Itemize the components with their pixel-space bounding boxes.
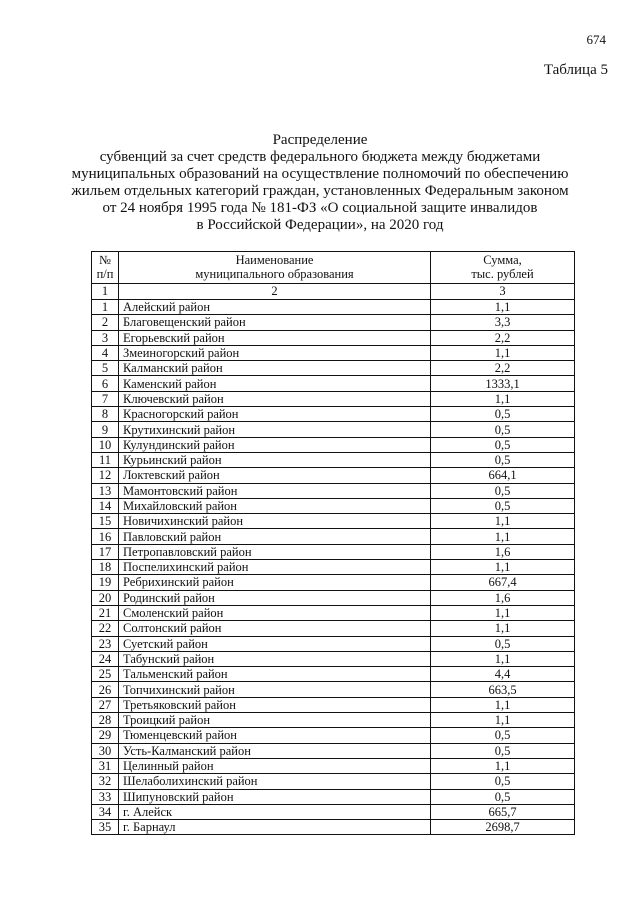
table-row bbox=[92, 498, 575, 513]
row-sum: 0,5 bbox=[431, 728, 575, 743]
row-name: Красногорский район bbox=[119, 407, 431, 422]
row-sum: 0,5 bbox=[431, 407, 575, 422]
distribution-table bbox=[91, 251, 575, 835]
column-number-row bbox=[92, 284, 575, 300]
row-sum: 1,1 bbox=[431, 529, 575, 544]
row-name: Калманский район bbox=[119, 361, 431, 376]
column-number: 2 bbox=[119, 284, 431, 300]
table-label: Таблица 5 bbox=[543, 62, 608, 78]
table-row bbox=[92, 820, 575, 835]
row-sum: 665,7 bbox=[431, 804, 575, 819]
row-name: Михайловский район bbox=[119, 498, 431, 513]
header-name-line1: Наименование bbox=[235, 253, 314, 267]
row-number: 23 bbox=[92, 636, 119, 651]
table-row bbox=[92, 590, 575, 605]
row-number: 31 bbox=[92, 758, 119, 773]
row-number: 9 bbox=[92, 422, 119, 437]
row-sum: 0,5 bbox=[431, 789, 575, 804]
table-body bbox=[92, 300, 575, 835]
row-name: Шелаболихинский район bbox=[119, 774, 431, 789]
table-row bbox=[92, 774, 575, 789]
row-sum: 2,2 bbox=[431, 361, 575, 376]
row-sum: 1,1 bbox=[431, 560, 575, 575]
row-name: Усть-Калманский район bbox=[119, 743, 431, 758]
row-number: 1 bbox=[92, 300, 119, 315]
row-sum: 0,5 bbox=[431, 422, 575, 437]
row-sum: 0,5 bbox=[431, 774, 575, 789]
table-row bbox=[92, 483, 575, 498]
table-row bbox=[92, 407, 575, 422]
row-name: Кулундинский район bbox=[119, 437, 431, 452]
table-row bbox=[92, 514, 575, 529]
table-row bbox=[92, 376, 575, 391]
row-name: Мамонтовский район bbox=[119, 483, 431, 498]
row-number: 35 bbox=[92, 820, 119, 835]
row-sum: 0,5 bbox=[431, 452, 575, 467]
header-sum bbox=[431, 252, 575, 284]
row-sum: 664,1 bbox=[431, 468, 575, 483]
row-sum: 1,1 bbox=[431, 514, 575, 529]
row-number: 17 bbox=[92, 544, 119, 559]
table-row bbox=[92, 667, 575, 682]
table-row bbox=[92, 391, 575, 406]
row-sum: 1,1 bbox=[431, 345, 575, 360]
row-number: 15 bbox=[92, 514, 119, 529]
document-title bbox=[60, 132, 580, 234]
row-name: Курьинский район bbox=[119, 452, 431, 467]
title-line: жильем отдельных категорий граждан, установленных Федеральным законом bbox=[71, 183, 569, 199]
row-number: 3 bbox=[92, 330, 119, 345]
table-row bbox=[92, 437, 575, 452]
row-sum: 1,1 bbox=[431, 713, 575, 728]
table-header-row bbox=[92, 252, 575, 284]
table-row bbox=[92, 651, 575, 666]
row-sum: 1,1 bbox=[431, 605, 575, 620]
row-number: 18 bbox=[92, 560, 119, 575]
row-number: 19 bbox=[92, 575, 119, 590]
column-number: 1 bbox=[92, 284, 119, 300]
table-row bbox=[92, 682, 575, 697]
row-name: Солтонский район bbox=[119, 621, 431, 636]
table-row bbox=[92, 713, 575, 728]
row-number: 8 bbox=[92, 407, 119, 422]
row-name: Павловский район bbox=[119, 529, 431, 544]
table-row bbox=[92, 330, 575, 345]
row-number: 32 bbox=[92, 774, 119, 789]
row-sum: 2,2 bbox=[431, 330, 575, 345]
row-name: Благовещенский район bbox=[119, 315, 431, 330]
row-name: Суетский район bbox=[119, 636, 431, 651]
row-sum: 0,5 bbox=[431, 498, 575, 513]
header-name bbox=[119, 252, 431, 284]
table-row bbox=[92, 728, 575, 743]
row-sum: 1,1 bbox=[431, 391, 575, 406]
row-name: Топчихинский район bbox=[119, 682, 431, 697]
row-name: г. Алейск bbox=[119, 804, 431, 819]
row-number: 34 bbox=[92, 804, 119, 819]
table-row bbox=[92, 468, 575, 483]
row-number: 7 bbox=[92, 391, 119, 406]
header-number-line1: № bbox=[99, 253, 111, 267]
row-name: Родинский район bbox=[119, 590, 431, 605]
table-row bbox=[92, 636, 575, 651]
row-name: Змеиногорский район bbox=[119, 345, 431, 360]
row-name: Табунский район bbox=[119, 651, 431, 666]
row-name: Алейский район bbox=[119, 300, 431, 315]
table-row bbox=[92, 452, 575, 467]
table-row bbox=[92, 621, 575, 636]
title-line: муниципальных образований на осуществление полномочий по обеспечению bbox=[71, 166, 569, 182]
row-name: Егорьевский район bbox=[119, 330, 431, 345]
row-sum: 1333,1 bbox=[431, 376, 575, 391]
row-number: 10 bbox=[92, 437, 119, 452]
row-name: г. Барнаул bbox=[119, 820, 431, 835]
row-number: 5 bbox=[92, 361, 119, 376]
row-number: 14 bbox=[92, 498, 119, 513]
title-line: Распределение bbox=[272, 132, 368, 148]
table-row bbox=[92, 422, 575, 437]
table-row bbox=[92, 544, 575, 559]
row-sum: 663,5 bbox=[431, 682, 575, 697]
row-sum: 667,4 bbox=[431, 575, 575, 590]
title-line: субвенций за счет средств федерального бюджета между бюджетами bbox=[99, 149, 541, 165]
row-sum: 1,1 bbox=[431, 651, 575, 666]
header-sum-line1: Сумма, bbox=[483, 253, 522, 267]
row-sum: 1,6 bbox=[431, 544, 575, 559]
row-number: 33 bbox=[92, 789, 119, 804]
row-sum: 2698,7 bbox=[431, 820, 575, 835]
row-sum: 1,1 bbox=[431, 758, 575, 773]
row-name: Тюменцевский район bbox=[119, 728, 431, 743]
row-name: Смоленский район bbox=[119, 605, 431, 620]
row-name: Поспелихинский район bbox=[119, 560, 431, 575]
row-number: 16 bbox=[92, 529, 119, 544]
row-sum: 0,5 bbox=[431, 483, 575, 498]
row-name: Петропавловский район bbox=[119, 544, 431, 559]
row-number: 21 bbox=[92, 605, 119, 620]
row-number: 29 bbox=[92, 728, 119, 743]
row-number: 28 bbox=[92, 713, 119, 728]
table-row bbox=[92, 804, 575, 819]
row-number: 22 bbox=[92, 621, 119, 636]
table-row bbox=[92, 361, 575, 376]
row-name: Шипуновский район bbox=[119, 789, 431, 804]
row-number: 26 bbox=[92, 682, 119, 697]
table-row bbox=[92, 697, 575, 712]
row-number: 27 bbox=[92, 697, 119, 712]
row-number: 2 bbox=[92, 315, 119, 330]
row-name: Новичихинский район bbox=[119, 514, 431, 529]
row-number: 11 bbox=[92, 452, 119, 467]
table-row bbox=[92, 300, 575, 315]
row-number: 30 bbox=[92, 743, 119, 758]
row-name: Ребрихинский район bbox=[119, 575, 431, 590]
row-name: Локтевский район bbox=[119, 468, 431, 483]
table-row bbox=[92, 529, 575, 544]
column-number: 3 bbox=[431, 284, 575, 300]
row-sum: 0,5 bbox=[431, 743, 575, 758]
page-number: 674 bbox=[586, 32, 606, 47]
table-row bbox=[92, 560, 575, 575]
table-row bbox=[92, 789, 575, 804]
row-name: Тальменский район bbox=[119, 667, 431, 682]
row-sum: 3,3 bbox=[431, 315, 575, 330]
row-number: 25 bbox=[92, 667, 119, 682]
row-name: Ключевский район bbox=[119, 391, 431, 406]
row-sum: 1,1 bbox=[431, 697, 575, 712]
row-sum: 4,4 bbox=[431, 667, 575, 682]
row-name: Каменский район bbox=[119, 376, 431, 391]
table-row bbox=[92, 743, 575, 758]
row-sum: 1,1 bbox=[431, 621, 575, 636]
row-sum: 0,5 bbox=[431, 636, 575, 651]
row-number: 20 bbox=[92, 590, 119, 605]
table-row bbox=[92, 345, 575, 360]
title-line: в Российской Федерации», на 2020 год bbox=[196, 217, 444, 233]
header-number bbox=[92, 252, 119, 284]
row-number: 6 bbox=[92, 376, 119, 391]
row-number: 13 bbox=[92, 483, 119, 498]
header-number-line2: п/п bbox=[96, 267, 114, 281]
row-number: 12 bbox=[92, 468, 119, 483]
table-row bbox=[92, 315, 575, 330]
row-sum: 1,6 bbox=[431, 590, 575, 605]
row-number: 4 bbox=[92, 345, 119, 360]
row-name: Третьяковский район bbox=[119, 697, 431, 712]
row-name: Целинный район bbox=[119, 758, 431, 773]
row-name: Крутихинский район bbox=[119, 422, 431, 437]
row-sum: 0,5 bbox=[431, 437, 575, 452]
title-line: от 24 ноября 1995 года № 181-ФЗ «О социальной защите инвалидов bbox=[102, 200, 538, 216]
header-sum-line2: тыс. рублей bbox=[471, 267, 534, 281]
table-row bbox=[92, 575, 575, 590]
table-row bbox=[92, 605, 575, 620]
row-name: Троицкий район bbox=[119, 713, 431, 728]
table-row bbox=[92, 758, 575, 773]
row-number: 24 bbox=[92, 651, 119, 666]
header-name-line2: муниципального образования bbox=[195, 267, 354, 281]
row-sum: 1,1 bbox=[431, 300, 575, 315]
